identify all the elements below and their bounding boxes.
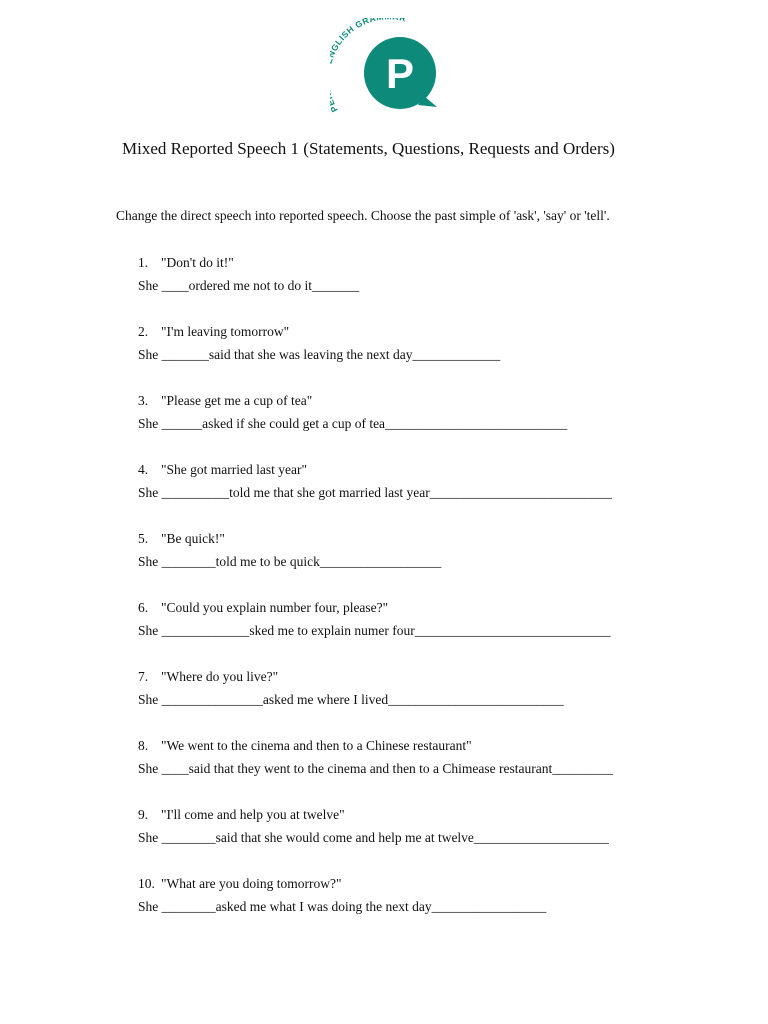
direct-speech: "I'm leaving tomorrow" [161, 324, 290, 339]
exercise-number: 3. [138, 393, 149, 408]
exercise-item [138, 599, 613, 668]
direct-speech: "Don't do it!" [161, 255, 234, 270]
exercise-prompt [138, 875, 613, 898]
reported-speech-answer: She ________said that she would come and help me at twelve____________________ [138, 830, 609, 845]
exercise-prompt [138, 392, 613, 415]
exercise-prompt [138, 530, 613, 553]
logo-letter: P [385, 50, 415, 97]
reported-speech-answer: She ______asked if she could get a cup of tea___________________________ [138, 416, 568, 431]
exercise-number: 4. [138, 462, 149, 477]
exercise-number: 7. [138, 669, 149, 684]
exercise-prompt [138, 461, 613, 484]
instructions-text: Change the direct speech into reported speech. Choose the past simple of 'ask', 'say' or 'tell'. [116, 208, 610, 223]
exercise-number: 5. [138, 531, 149, 546]
reported-speech-answer: She _______said that she was leaving the next day_____________ [138, 347, 501, 362]
exercise-number: 10. [138, 876, 155, 891]
exercise-item [138, 668, 613, 737]
exercise-item [138, 530, 613, 599]
exercise-number: 9. [138, 807, 149, 822]
exercise-number: 6. [138, 600, 149, 615]
exercise-item [138, 392, 613, 461]
reported-speech-answer: She ________told me to be quick__________________ [138, 554, 442, 569]
direct-speech: "I'll come and help you at twelve" [161, 807, 345, 822]
perfect-english-grammar-logo [330, 18, 444, 118]
exercise-number: 2. [138, 324, 149, 339]
exercise-list [138, 254, 613, 944]
exercise-item [138, 737, 613, 806]
reported-speech-answer: She __________told me that she got married last year___________________________ [138, 485, 612, 500]
direct-speech: "What are you doing tomorrow?" [161, 876, 342, 891]
reported-speech-answer: She ____ordered me not to do it_______ [138, 278, 360, 293]
direct-speech: "Could you explain number four, please?" [161, 600, 389, 615]
reported-speech-answer: She _______________asked me where I lived__________________________ [138, 692, 564, 707]
direct-speech: "We went to the cinema and then to a Chinese restaurant" [161, 738, 472, 753]
exercise-prompt [138, 668, 613, 691]
reported-speech-answer: She _____________sked me to explain numer four_____________________________ [138, 623, 611, 638]
exercise-number: 8. [138, 738, 149, 753]
exercise-item [138, 323, 613, 392]
direct-speech: "Be quick!" [161, 531, 225, 546]
exercise-prompt [138, 737, 613, 760]
exercise-item [138, 806, 613, 875]
direct-speech: "She got married last year" [161, 462, 307, 477]
exercise-item [138, 875, 613, 944]
reported-speech-answer: She ____said that they went to the cinema and then to a Chimease restaurant_________ [138, 761, 614, 776]
reported-speech-answer: She ________asked me what I was doing the next day_________________ [138, 899, 547, 914]
exercise-item [138, 254, 613, 323]
direct-speech: "Where do you live?" [161, 669, 279, 684]
page-title: Mixed Reported Speech 1 (Statements, Questions, Requests and Orders) [122, 139, 615, 158]
exercise-number: 1. [138, 255, 149, 270]
exercise-item [138, 461, 613, 530]
direct-speech: "Please get me a cup of tea" [161, 393, 313, 408]
exercise-prompt [138, 254, 613, 277]
logo-ring-text: GLISH GRA [330, 18, 378, 53]
exercise-prompt [138, 599, 613, 622]
exercise-prompt [138, 323, 613, 346]
exercise-prompt [138, 806, 613, 829]
